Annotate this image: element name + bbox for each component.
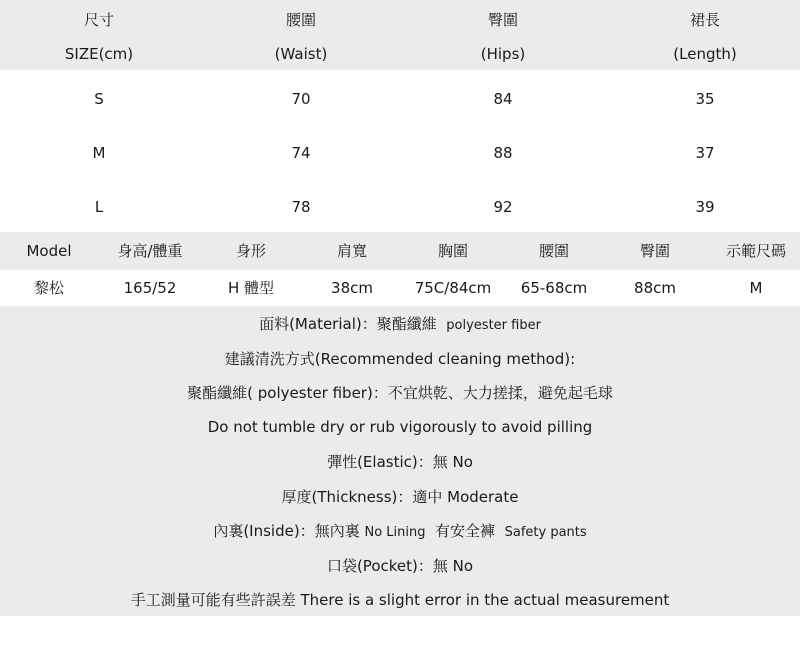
cleaning-en: Do not tumble dry or rub vigorously to avoid pilling <box>207 418 593 436</box>
model-header-waist: 腰圍 <box>538 242 570 260</box>
product-info <box>0 306 800 616</box>
model-body-shape: H 體型 <box>227 279 275 297</box>
model-header-name: Model <box>26 242 72 260</box>
inside-safety-zh: 有安全褲 <box>435 522 496 540</box>
error-note: 手工測量可能有些許誤差 There is a slight error in the actual measurement <box>130 591 670 609</box>
thickness-line: 厚度(Thickness)：適中 Moderate <box>281 488 519 506</box>
header-size-zh: 尺寸 <box>83 11 115 29</box>
model-header-size: 示範尺碼 <box>725 242 787 260</box>
model-table-header <box>0 232 800 270</box>
material-label: 面料(Material)：聚酯纖維 <box>259 315 437 333</box>
size-table-header <box>0 0 800 70</box>
header-waist-zh: 腰圍 <box>285 11 317 29</box>
header-length-en: (Length) <box>673 45 737 63</box>
inside-safety-en: Safety pants <box>504 525 587 540</box>
hips-cell: 92 <box>493 198 513 216</box>
model-size: M <box>749 279 763 297</box>
size-cell: M <box>92 144 106 162</box>
model-waist: 65-68cm <box>520 279 588 297</box>
size-table-body <box>0 70 800 232</box>
model-header-shoulder: 肩寬 <box>336 242 368 260</box>
model-header-bust: 胸圍 <box>437 242 469 260</box>
hips-cell: 88 <box>493 144 513 162</box>
waist-cell: 78 <box>291 198 311 216</box>
header-length-zh: 裙長 <box>689 11 721 29</box>
model-height-weight: 165/52 <box>123 279 177 297</box>
inside-line <box>0 521 800 543</box>
length-cell: 37 <box>695 144 715 162</box>
size-cell: L <box>94 198 104 216</box>
model-header-hips: 臀圍 <box>639 242 671 260</box>
material-value: polyester fiber <box>446 318 541 333</box>
cleaning-zh: 聚酯纖維( polyester fiber)：不宜烘乾、大力搓揉，避免起毛球 <box>187 384 613 402</box>
length-cell: 35 <box>695 90 715 108</box>
model-name: 黎松 <box>33 279 65 297</box>
header-hips-zh: 臀圍 <box>487 11 519 29</box>
waist-cell: 74 <box>291 144 311 162</box>
elastic-line: 彈性(Elastic)：無 No <box>327 453 473 471</box>
model-bust: 75C/84cm <box>414 279 492 297</box>
model-header-body-shape: 身形 <box>235 242 267 260</box>
pocket-line: 口袋(Pocket)：無 No <box>326 557 474 575</box>
model-shoulder: 38cm <box>331 279 373 297</box>
size-cell: S <box>94 90 104 108</box>
header-hips-en: (Hips) <box>480 45 526 63</box>
model-header-height-weight: 身高/體重 <box>117 242 183 260</box>
hips-cell: 84 <box>493 90 513 108</box>
material-line <box>0 314 800 336</box>
model-table-row <box>0 270 800 306</box>
inside-label: 內裏(Inside)：無內裏 <box>213 522 360 540</box>
header-size-en: SIZE(cm) <box>64 45 134 63</box>
inside-no-lining: No Lining <box>364 525 426 540</box>
waist-cell: 70 <box>291 90 311 108</box>
model-hips: 88cm <box>634 279 676 297</box>
header-waist-en: (Waist) <box>274 45 328 63</box>
length-cell: 39 <box>695 198 715 216</box>
cleaning-title: 建議清洗方式(Recommended cleaning method): <box>224 350 576 368</box>
